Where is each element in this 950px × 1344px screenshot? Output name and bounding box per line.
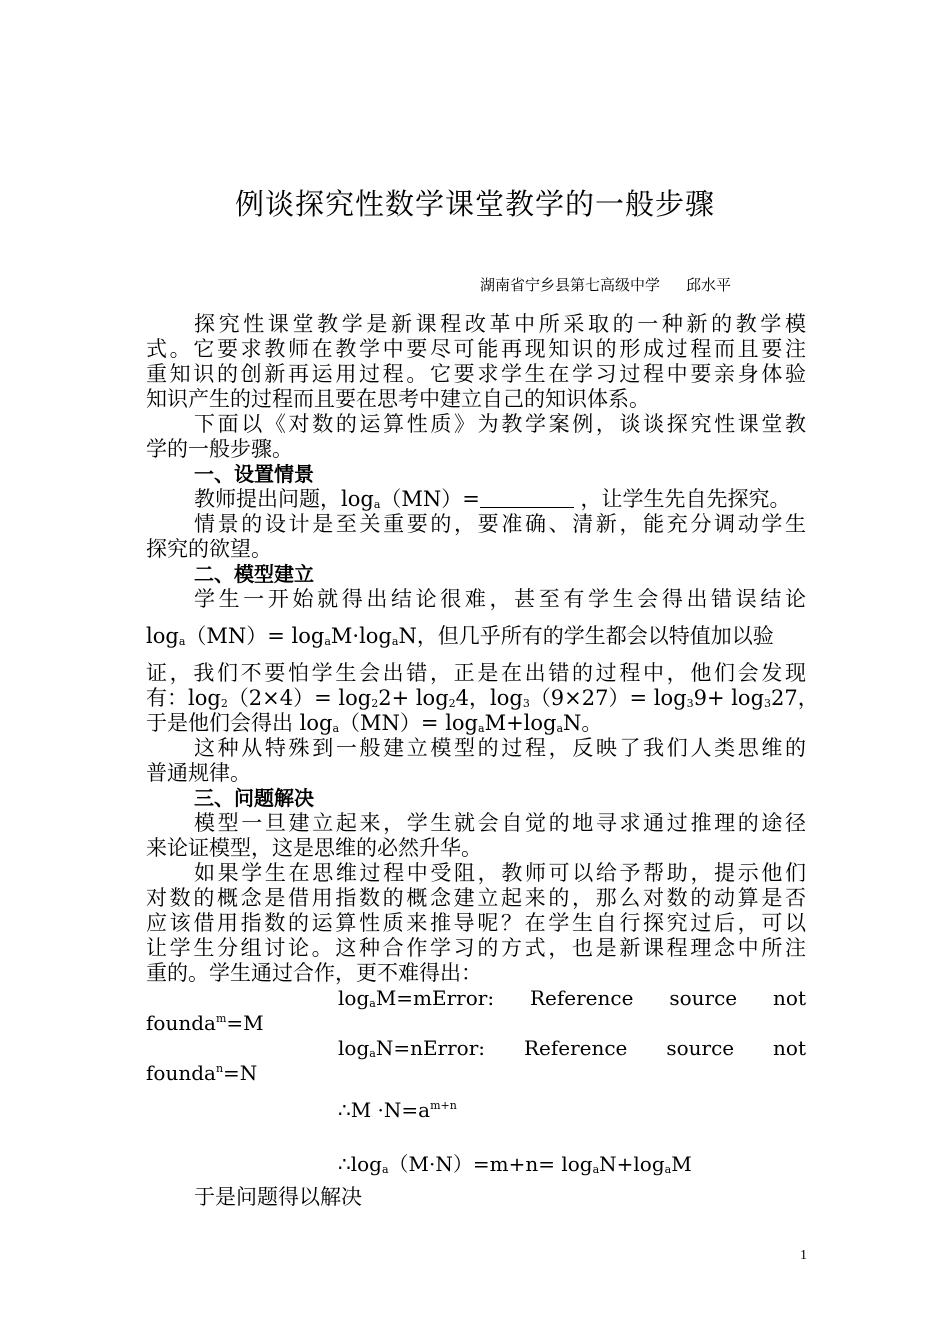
paragraph-line: 让学生分组讨论。这种合作学习的方式，也是新课程理念中所注 bbox=[146, 936, 806, 960]
paragraph-line: 学的一般步骤。 bbox=[146, 437, 293, 461]
paragraph-line: 模型一旦建立起来，学生就会自觉的地寻求通过推理的途径 bbox=[194, 811, 806, 835]
paragraph-line: 重的。学生通过合作，更不难得出： bbox=[146, 961, 482, 985]
paragraph-line: 来论证模型，这是思维的必然升华。 bbox=[146, 836, 482, 860]
derivation-line: founda$^m$=M bbox=[146, 1011, 264, 1035]
paragraph-line: 探究性课堂教学是新课程改革中所采取的一种新的教学模 bbox=[194, 312, 806, 336]
section-heading: 三、问题解决 bbox=[194, 786, 314, 810]
paragraph-line: 探究的欲望。 bbox=[146, 537, 272, 561]
page-title: 例谈探究性数学课堂教学的一般步骤 bbox=[234, 187, 715, 221]
paragraph-line: 对数的概念是借用指数的概念建立起来的，那么对数的动算是否 bbox=[146, 886, 806, 910]
answer-blank bbox=[480, 489, 574, 508]
derivation-line: $\therefore\log_a(M\cdot N)=m+n= \log_aN+\log_aM$ bbox=[338, 1152, 692, 1176]
paragraph-line: 情景的设计是至关重要的，要准确、清新，能充分调动学生 bbox=[194, 512, 806, 536]
paragraph-line: 应该借用指数的运算性质来推导呢？在学生自行探究过后，可以 bbox=[146, 911, 806, 935]
paragraph-line: 式。它要求教师在教学中要尽可能再现知识的形成过程而且要注 bbox=[146, 337, 806, 361]
section-heading: 一、设置情景 bbox=[194, 462, 314, 486]
paragraph-line: 普通规律。 bbox=[146, 761, 251, 785]
page-number: 1 bbox=[800, 1248, 807, 1263]
paragraph-line: 知识产生的过程而且要在思考中建立自己的知识体系。 bbox=[146, 387, 650, 411]
paragraph-line: 重知识的创新再运用过程。它要求学生在学习过程中要亲身体验 bbox=[146, 362, 806, 386]
derivation-line: ∴M $\cdot N=a^{m+n}$ bbox=[338, 1098, 457, 1122]
paragraph-line: 下面以《对数的运算性质》为教学案例，谈谈探究性课堂教 bbox=[194, 412, 806, 436]
paragraph-line: 学生一开始就得出结论很难，甚至有学生会得出错误结论 bbox=[194, 587, 806, 611]
derivation-line: $\log_aN=nError$: Reference source not bbox=[338, 1036, 806, 1060]
author-line bbox=[480, 274, 731, 295]
conclusion-line: 于是问题得以解决 bbox=[194, 1185, 362, 1209]
section-heading: 二、模型建立 bbox=[194, 562, 314, 586]
derivation-line: $\log_aM=mError$: Reference source not bbox=[338, 986, 806, 1010]
paragraph-line: 这种从特殊到一般建立模型的过程，反映了我们人类思维的 bbox=[194, 736, 806, 760]
paragraph-line: 证，我们不要怕学生会出错，正是在出错的过程中，他们会发现 bbox=[146, 661, 806, 685]
author-name: 邱水平 bbox=[686, 276, 732, 294]
formula-line: $\log_a(MN)= \log_aM\cdot\log_aN$，但几乎所有的学生都会以特值加以验 bbox=[146, 624, 774, 648]
derivation-line: founda$^n$=N bbox=[146, 1061, 258, 1085]
paragraph-line: 如果学生在思维过程中受阻，教师可以给予帮助，提示他们 bbox=[194, 861, 806, 885]
formula-line: 于是他们会得出 $\log_a(MN)= \log_aM+\log_aN$。 bbox=[146, 711, 603, 735]
question-line: 教师提出问题，$\log_a(MN)=$ ，让学生先自先探究。 bbox=[194, 487, 791, 511]
formula-line: 有：$\log_2(2\times 4)= \log_22+ \log_24$，$\log_3(9\times 27)= \log_39+ \log_327$， bbox=[146, 686, 819, 710]
author-school: 湖南省宁乡县第七高级中学 bbox=[480, 276, 661, 294]
